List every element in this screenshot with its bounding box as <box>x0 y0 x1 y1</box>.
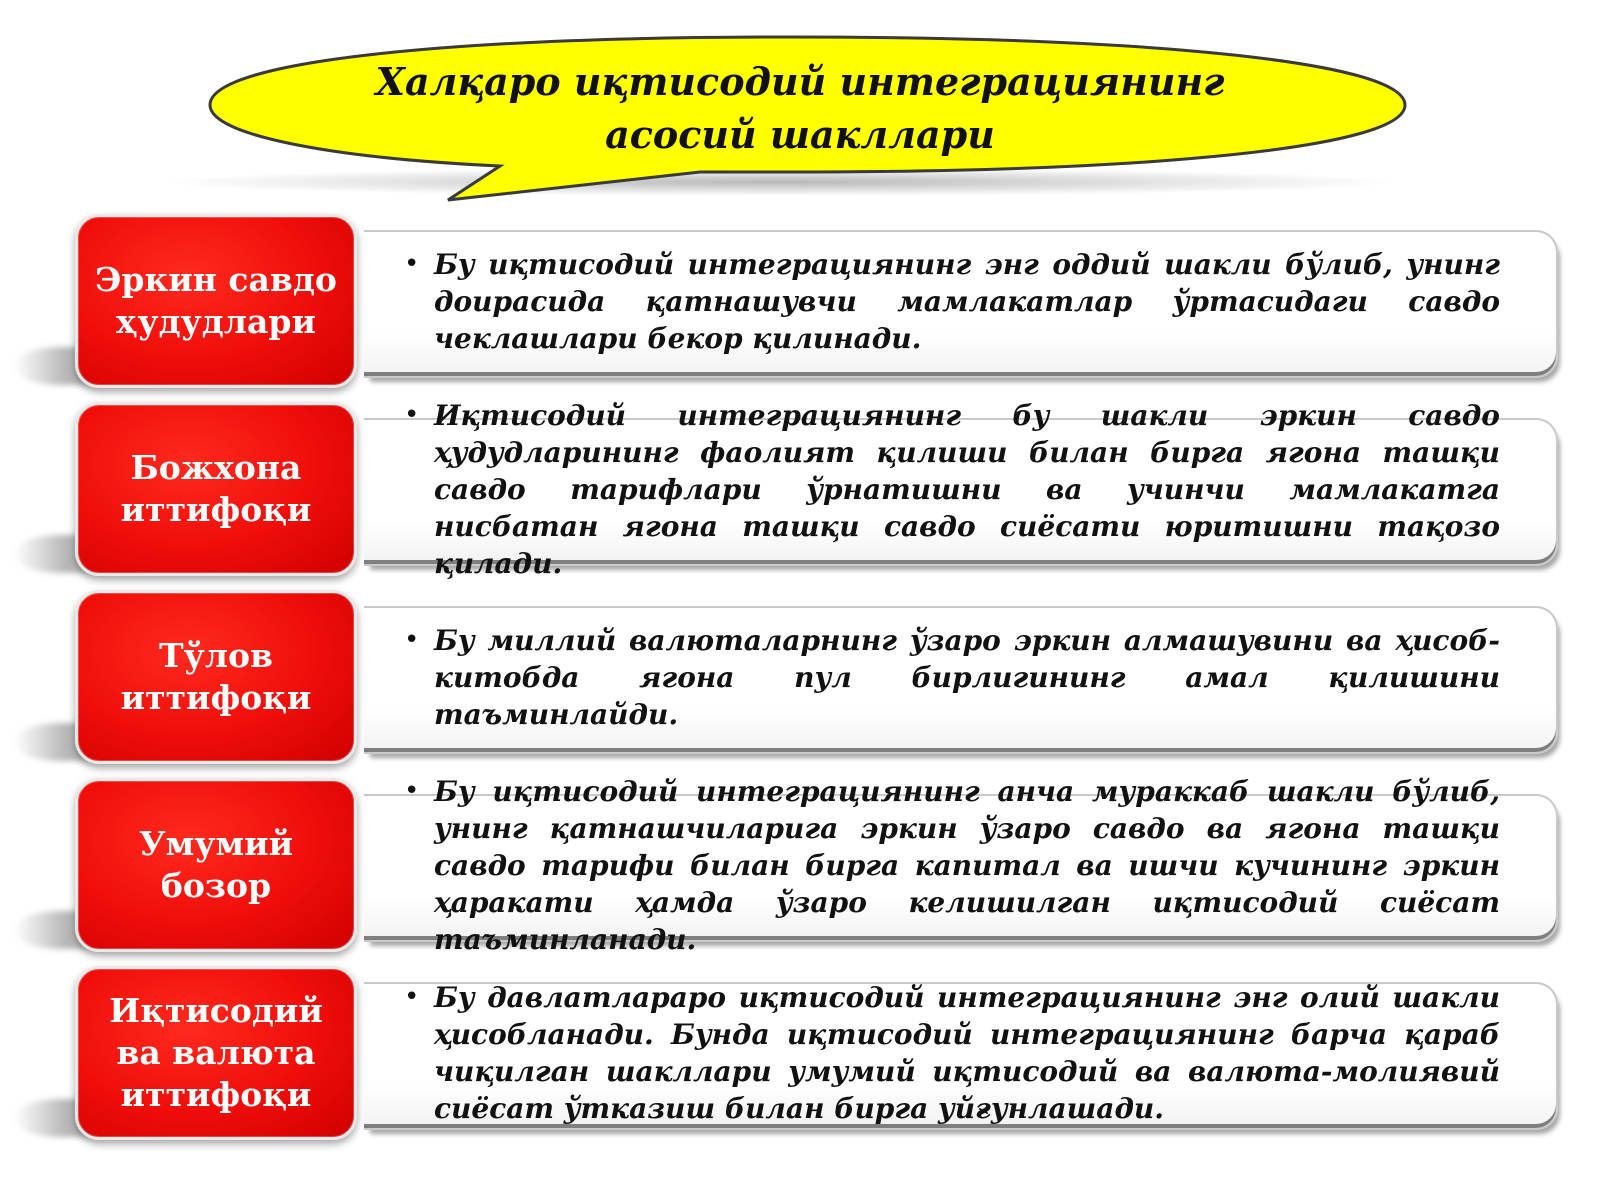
description-box <box>364 230 1558 378</box>
category-label-box <box>75 590 357 764</box>
description-text: Бу миллий валюталарнинг ўзаро эркин алмашувини ва ҳисоб-китобда ягона пул бирлигининг амал қилишини таъминлайди. <box>434 623 1500 731</box>
description-text: Бу иқтисодий интеграциянинг анча мураккаб шакли бўлиб, унинг қатнашчиларига эркин ўзаро савдо ва ягона ташқи савдо тарифи билан бирга капитал ва ишчи кучининг эркин ҳаракати ҳамда ўзаро келишилган иқтисодий сиёсат таъминланади. <box>434 774 1500 956</box>
form-row-customs-union <box>0 400 1600 580</box>
category-label: Умумий бозор <box>138 824 294 905</box>
form-row-payment-union <box>0 588 1600 768</box>
bullet: • <box>404 248 420 279</box>
category-label-box <box>75 402 357 576</box>
description-box <box>364 398 1558 580</box>
form-row-economic-monetary-union <box>0 964 1600 1144</box>
title-line-2: асосий шакллари <box>605 112 995 157</box>
description-box <box>364 982 1558 1130</box>
bullet: • <box>404 775 420 806</box>
description-text: Бу давлатлараро иқтисодий интеграциянинг энг олий шакли ҳисобланади. Бунда иқтисодий интеграциянинг барча қараб чиқилган шакллари умумий иқтисодий ва валюта-молиявий сиёсат ўтказиш билан бирга уйғунлашади. <box>434 981 1500 1125</box>
bullet: • <box>404 624 420 655</box>
bullet: • <box>404 982 420 1012</box>
bullet: • <box>404 399 420 430</box>
category-label: Эркин савдо ҳудудлари <box>95 260 337 341</box>
category-label: Иқтисодий ва валюта иттифоқи <box>109 991 323 1114</box>
description-box <box>364 606 1558 754</box>
form-row-free-trade <box>0 212 1600 392</box>
category-label: Божхона иттифоқи <box>120 448 312 529</box>
category-label-box <box>75 966 357 1140</box>
title-line-1: Халқаро иқтисодий интеграциянинг <box>375 59 1225 104</box>
category-label: Тўлов иттифоқи <box>120 636 312 717</box>
description-box <box>364 774 1558 956</box>
description-text: Бу иқтисодий интеграциянинг энг оддий шакли бўлиб, унинг доирасида қатнашувчи мамлакатлар ўртасидаги савдо чеклашлари бекор қилинади. <box>434 247 1500 355</box>
category-label-box <box>75 214 357 388</box>
description-text: Иқтисодий интеграциянинг бу шакли эркин савдо ҳудудларининг фаолият қилиши билан бирга ягона ташқи савдо тарифлари ўрнатишни ва учинчи мамлакатга нисбатан ягона ташқи савдо сиёсати юритишни тақозо қилади. <box>434 398 1500 580</box>
category-label-box <box>75 778 357 952</box>
form-row-common-market <box>0 776 1600 956</box>
